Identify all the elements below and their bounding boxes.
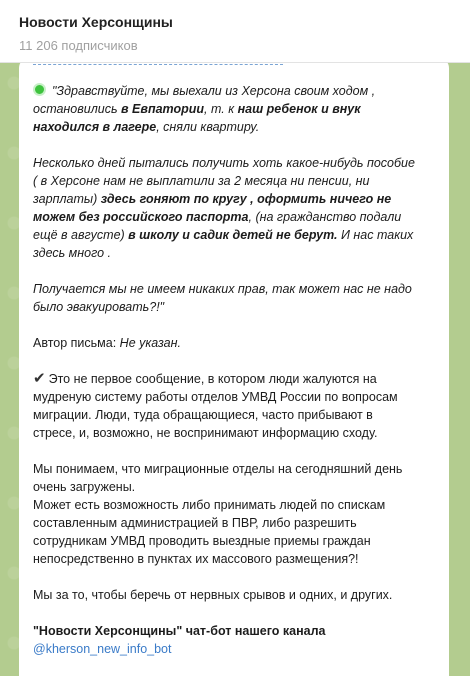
bot-title-text: "Новости Херсонщины" чат-бот нашего канала xyxy=(33,624,326,638)
channel-header xyxy=(0,0,470,63)
message-text xyxy=(33,82,418,658)
check-mark-icon: ✔ xyxy=(33,370,46,387)
channel-title[interactable]: Новости Херсонщины xyxy=(19,14,173,30)
author-label: Автор письма: xyxy=(33,336,120,350)
bot-link[interactable]: @kherson_new_info_bot xyxy=(33,642,172,656)
text-span: Несколько дней пытались получить хоть какое-нибудь пособие ( в Херсоне нам не выплатили за 2 месяца ни пенсии, ни зарплаты) xyxy=(33,156,415,206)
bold-span: в Евпатории xyxy=(121,102,205,116)
paragraph-5b: Может есть возможность либо принимать людей по спискам составленным администрацией в ПВР, либо разрешить сотрудникам УМВД проводить выездные приемы граждан непосредственно в пунктах их массового размещения?! xyxy=(33,498,386,566)
paragraph-6: Мы за то, чтобы беречь от нервных срывов и одних, и других. xyxy=(33,588,393,602)
green-circle-icon xyxy=(33,83,46,96)
quote-paragraph-2 xyxy=(33,154,418,262)
text-span: , т. к xyxy=(204,102,238,116)
bot-title xyxy=(33,622,418,640)
text-span: , (на гражданство подали ещё в августе) xyxy=(33,210,402,242)
quote-paragraph-3: Получается мы не имеем никаких прав, так может нас не надо было эвакуировать?!" xyxy=(33,282,412,314)
paragraph-4 xyxy=(33,370,418,442)
author-line xyxy=(33,334,418,352)
text-span: И нас таких здесь много . xyxy=(33,228,414,260)
text-span: "Здравствуйте, мы выехали из Херсона своим ходом , остановились xyxy=(33,84,376,116)
bold-span: в школу и садик детей не берут. xyxy=(128,228,338,242)
text-span: Это не первое сообщение, в котором люди жалуются на мудреную систему работы отделов УМВД России по вопросам миграции. Люди, туда обращающиеся, часто прибывают в стресе, и, возможно, не воспринимают информацию сходу. xyxy=(33,372,398,440)
cut-off-link xyxy=(33,58,283,65)
quote-paragraph-1 xyxy=(33,82,418,136)
bold-span: наш ребенок и внук находился в лагере xyxy=(33,102,361,134)
bold-span: здесь гоняют по кругу , оформить ничего не можем без российского паспорта xyxy=(33,192,392,224)
subscriber-count: 11 206 подписчиков xyxy=(19,38,138,53)
bot-link-line xyxy=(33,640,418,658)
text-span: , сняли квартиру. xyxy=(156,120,260,134)
author-value: Не указан. xyxy=(119,336,181,350)
paragraph-5a: Мы понимаем, что миграционные отделы на сегодняшний день очень загружены. xyxy=(33,462,403,494)
